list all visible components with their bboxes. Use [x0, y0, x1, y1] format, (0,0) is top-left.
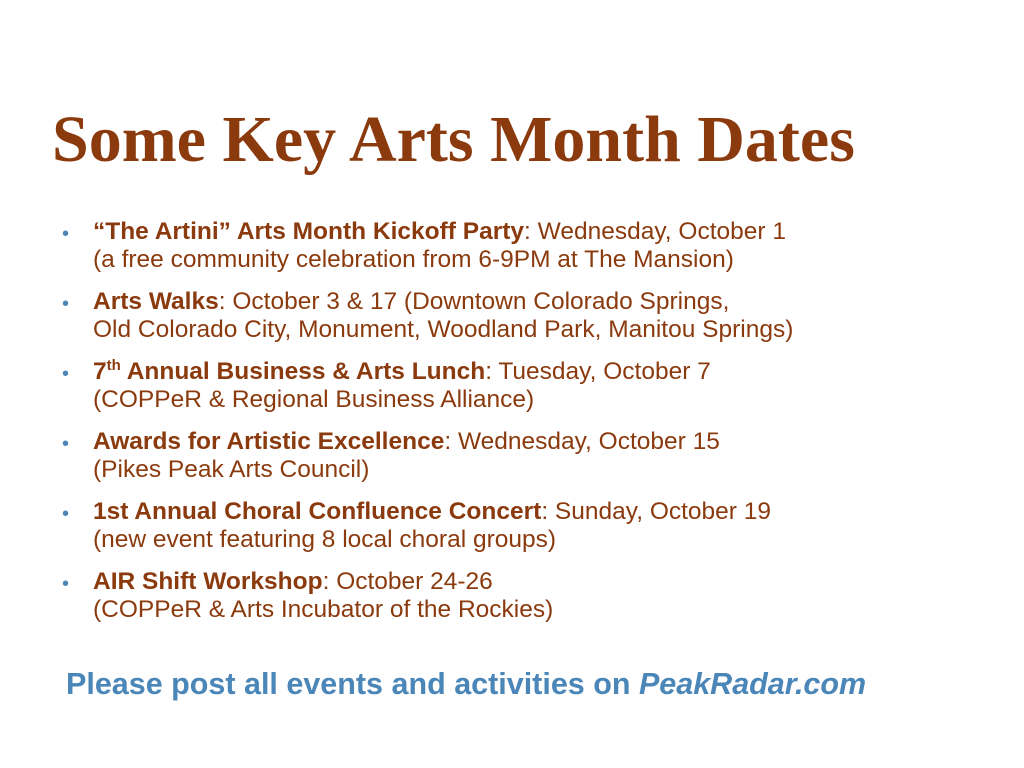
event-name: Annual Business & Arts Lunch — [120, 358, 486, 385]
event-ordinal-number: 7 — [93, 358, 107, 385]
event-heading-line — [93, 288, 1000, 316]
event-item — [60, 218, 1000, 274]
footer-text: Please post all events and activities on — [66, 667, 639, 701]
event-date: : Wednesday, October 1 — [524, 218, 786, 245]
event-heading-line — [93, 568, 1000, 596]
event-list — [60, 218, 1000, 638]
peakradar-link[interactable]: PeakRadar.com — [638, 667, 867, 701]
footer-note — [66, 664, 866, 704]
event-name: Awards for Artistic Excellence — [93, 428, 445, 455]
event-detail: (COPPeR & Arts Incubator of the Rockies) — [93, 596, 554, 623]
event-heading-line — [93, 428, 1000, 456]
slide-title: Some Key Arts Month Dates — [52, 103, 855, 176]
event-name: Arts Walks — [93, 288, 219, 315]
event-name-group — [93, 358, 485, 385]
event-detail: Old Colorado City, Monument, Woodland Park, Manitou Springs) — [93, 316, 794, 343]
event-date: : October 24-26 — [322, 568, 493, 595]
bullet-icon: • — [62, 363, 70, 385]
event-date: : Sunday, October 19 — [541, 498, 772, 525]
event-item — [60, 358, 1000, 414]
bullet-icon: • — [62, 293, 70, 315]
event-heading-line — [93, 498, 1000, 526]
event-date: : October 3 & 17 (Downtown Colorado Springs, — [218, 288, 730, 315]
event-heading-line — [93, 358, 1000, 386]
event-detail: (COPPeR & Regional Business Alliance) — [93, 386, 535, 413]
bullet-icon: • — [62, 433, 70, 455]
event-detail: (new event featuring 8 local choral groups) — [93, 526, 557, 553]
event-ordinal-suffix: th — [106, 357, 121, 374]
bullet-icon: • — [62, 573, 70, 595]
bullet-icon: • — [62, 503, 70, 525]
bullet-icon: • — [62, 223, 70, 245]
event-item — [60, 498, 1000, 554]
event-detail: (a free community celebration from 6-9PM at The Mansion) — [93, 246, 734, 273]
event-heading-line — [93, 218, 1000, 246]
event-detail: (Pikes Peak Arts Council) — [93, 456, 370, 483]
event-name: AIR Shift Workshop — [93, 568, 323, 595]
event-date: : Tuesday, October 7 — [485, 358, 711, 385]
event-date: : Wednesday, October 15 — [444, 428, 720, 455]
event-item — [60, 288, 1000, 344]
event-name: “The Artini” Arts Month Kickoff Party — [93, 218, 525, 245]
event-item — [60, 568, 1000, 624]
event-name: 1st Annual Choral Confluence Concert — [93, 498, 542, 525]
event-item — [60, 428, 1000, 484]
